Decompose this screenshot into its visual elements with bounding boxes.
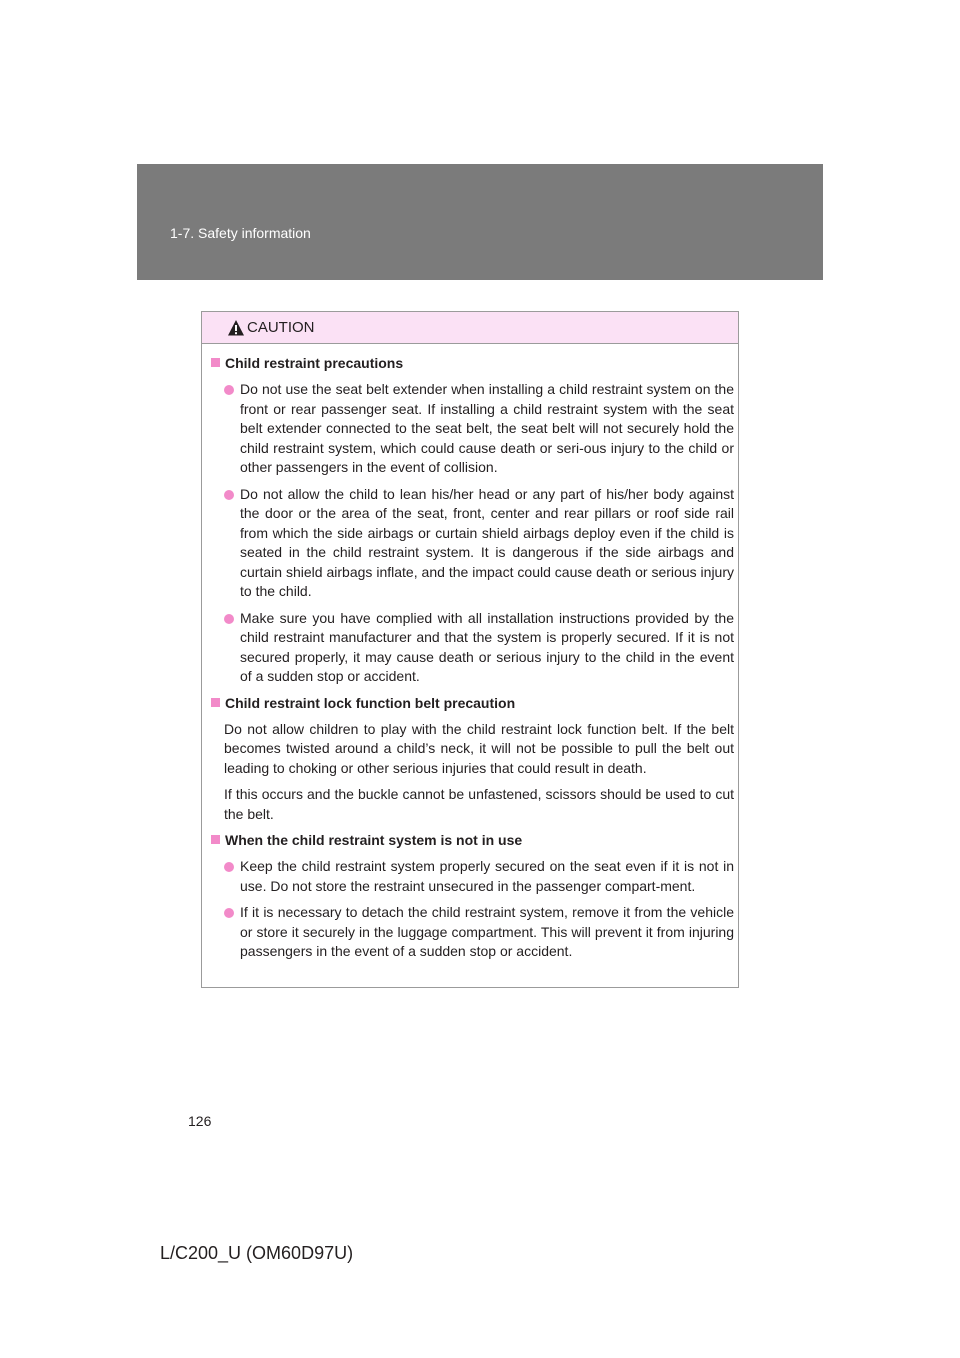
page-number: 126 [188, 1113, 212, 1129]
caution-label: CAUTION [247, 319, 315, 336]
paragraph: If this occurs and the buckle cannot be unfastened, scissors should be used to cut the belt. [224, 786, 734, 822]
section-heading [211, 693, 734, 713]
circle-bullet-icon [224, 614, 234, 624]
bullet-text: Keep the child restraint system properly secured on the seat even if it is not in use. Do not store the restraint unsecured in the passenger compart-ment. [240, 858, 734, 894]
bullet-text: Make sure you have complied with all installation instructions provided by the child restraint manufacturer and that the system is properly secured. If it is not secured properly, it may cause death or serious injury to the child in the event of a sudden stop or accident. [240, 609, 734, 684]
bullet-item [224, 903, 734, 962]
caution-body [202, 344, 738, 962]
bullet-item [224, 609, 734, 687]
paragraph: Do not allow children to play with the child restraint lock function belt. If the belt becomes twisted around a child’s neck, it will not be possible to pull the belt out leading to choking or other serious injuries that could result in death. [224, 720, 734, 776]
bullet-item [224, 857, 734, 896]
section-heading [211, 353, 734, 373]
section-heading [211, 830, 734, 850]
square-bullet-icon [211, 835, 220, 844]
section-heading-text: Child restraint precautions [225, 355, 404, 371]
bullet-text: If it is necessary to detach the child restraint system, remove it from the vehicle or store it securely in the luggage compartment. This will prevent it from injuring passengers in the event of a sudden stop or accident. [240, 904, 734, 959]
section-heading-text: Child restraint lock function belt precaution [225, 694, 516, 711]
bullet-text: Do not allow the child to lean his/her head or any part of his/her body against the door or the area of the seat, front, center and rear pillars or roof side rail from which the side airbags or curtain shield airbags deploy even if the child is seated in the child restraint system. It is dangerous if the side airbags and curtain shield airbags inflate, and the impact could cause death or serious injury to the child. [240, 485, 734, 599]
bullet-text: Do not use the seat belt extender when installing a child restraint system on the front or rear passenger seat. If installing a child restraint system with the seat belt extender connected to the seat belt, the seat belt will not securely hold the child restraint system, which could cause death or seri-ous injury to the child or other passengers in the event of collision. [240, 381, 734, 475]
circle-bullet-icon [224, 862, 234, 872]
bullet-item [224, 380, 734, 478]
circle-bullet-icon [224, 490, 234, 500]
square-bullet-icon [211, 698, 220, 707]
square-bullet-icon [211, 358, 220, 367]
section-title: 1-7. Safety information [170, 225, 311, 241]
caution-box [201, 311, 739, 988]
circle-bullet-icon [224, 385, 234, 395]
header-band [137, 164, 823, 280]
bullet-item [224, 485, 734, 602]
warning-triangle-icon [227, 319, 245, 337]
document-code: L/C200_U (OM60D97U) [160, 1243, 354, 1263]
caution-header [202, 312, 738, 344]
section-heading-text: When the child restraint system is not in use [225, 832, 523, 848]
circle-bullet-icon [224, 908, 234, 918]
